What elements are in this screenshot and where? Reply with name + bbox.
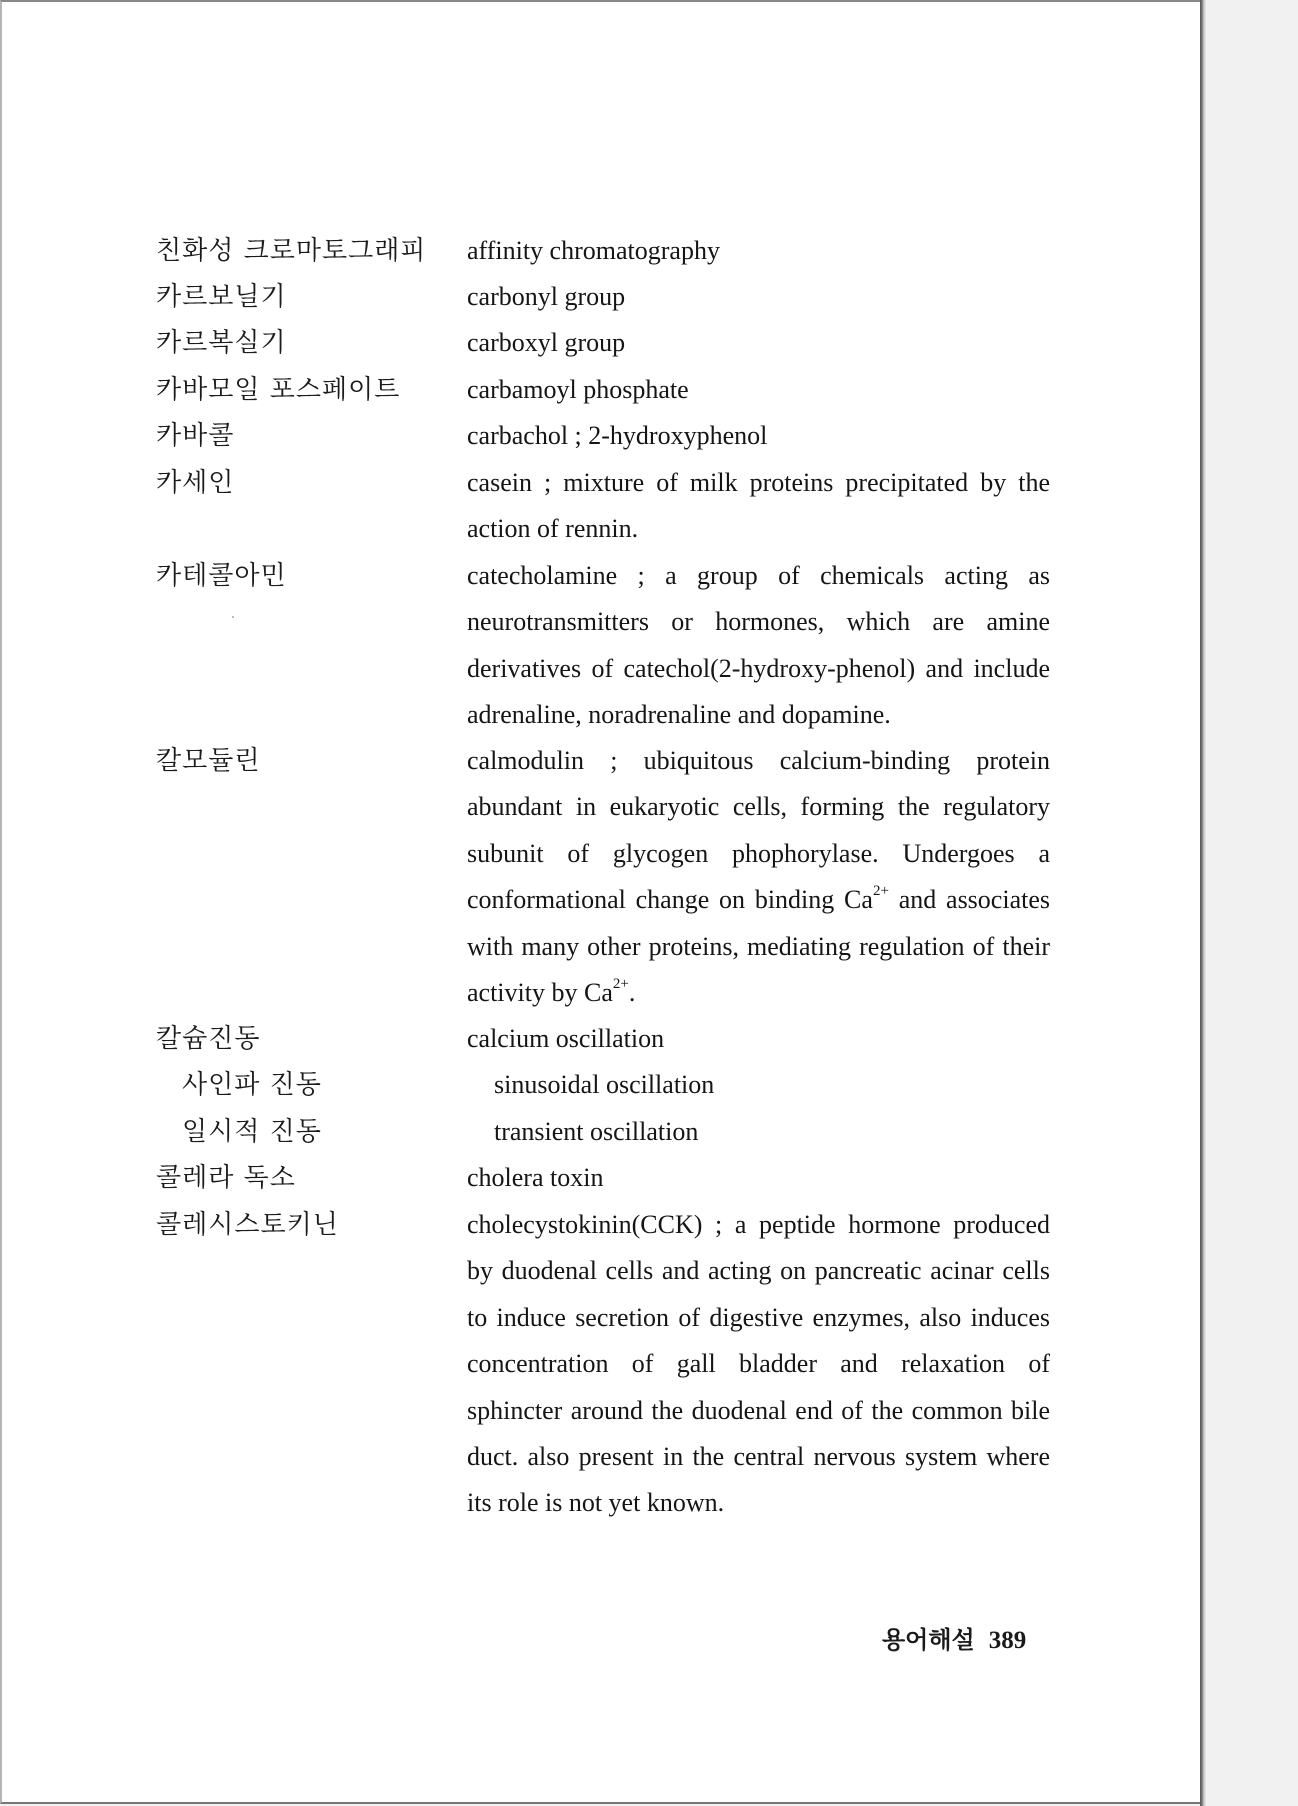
superscript-charge: 2+: [872, 883, 889, 900]
korean-term: 칼모듈린: [156, 746, 261, 776]
korean-term: 일시적 진동: [182, 1117, 322, 1147]
english-definition: transient oscillation: [494, 1117, 699, 1146]
korean-term: 카세인: [156, 468, 235, 498]
korean-term: 친화성 크로마토그래피: [156, 236, 427, 266]
english-definition: affinity chromatography: [467, 236, 720, 265]
korean-term: 콜레라 독소: [156, 1163, 296, 1193]
definition-text: and associates with many other proteins, mediating regulation of their activity by Ca: [467, 885, 1050, 1008]
korean-term: 카르보닐기: [156, 282, 287, 312]
english-definition: carbamoyl phosphate: [467, 375, 689, 404]
english-definition: catecholamine ; a group of chemicals acting as neurotransmitters or hormones, which are amine derivatives of catechol(2-hydroxy-phenol) and include adrenaline, noradrenaline and dopamine.: [467, 561, 1050, 730]
korean-term: 카테콜아민: [156, 561, 287, 591]
korean-term: 콜레시스토키닌: [156, 1210, 339, 1240]
page-edge-shadow: [1200, 0, 1206, 1806]
english-definition: cholera toxin: [467, 1163, 604, 1192]
page-number: 389: [988, 1627, 1027, 1654]
section-title: 용어해설: [882, 1626, 975, 1654]
definition-text: .: [628, 978, 636, 1008]
english-definition: [467, 738, 1050, 1016]
english-definition: casein ; mixture of milk proteins precipitated by the action of rennin.: [467, 468, 1050, 544]
scan-speck: [232, 616, 234, 618]
page-footer: [882, 1620, 1026, 1655]
english-definition: carbonyl group: [467, 282, 626, 311]
korean-term: 카바모일 포스페이트: [156, 375, 401, 405]
korean-term: 칼슘진동: [156, 1024, 261, 1054]
superscript-charge: 2+: [612, 976, 629, 993]
english-definition: calcium oscillation: [467, 1024, 665, 1053]
english-definition: carboxyl group: [467, 328, 626, 357]
korean-term: 사인파 진동: [182, 1070, 322, 1100]
korean-term: 카르복실기: [156, 328, 287, 358]
definition-text: calmodulin ; ubiquitous calcium-binding protein abundant in eukaryotic cells, forming the regulatory subunit of glycogen phophorylase. Undergoes a conformational change on binding Ca: [467, 746, 1050, 915]
english-definition: cholecystokinin(CCK) ; a peptide hormone produced by duodenal cells and acting on pancreatic acinar cells to induce secretion of digestive enzymes, also induces concentration of gall bladder and relaxation of sphincter around the duodenal end of the common bile duct. also present in the central nervous system where its role is not yet known.: [467, 1210, 1050, 1518]
english-definition: sinusoidal oscillation: [494, 1070, 715, 1099]
korean-term: 카바콜: [156, 421, 235, 451]
english-definition: carbachol ; 2-hydroxyphenol: [467, 421, 768, 450]
